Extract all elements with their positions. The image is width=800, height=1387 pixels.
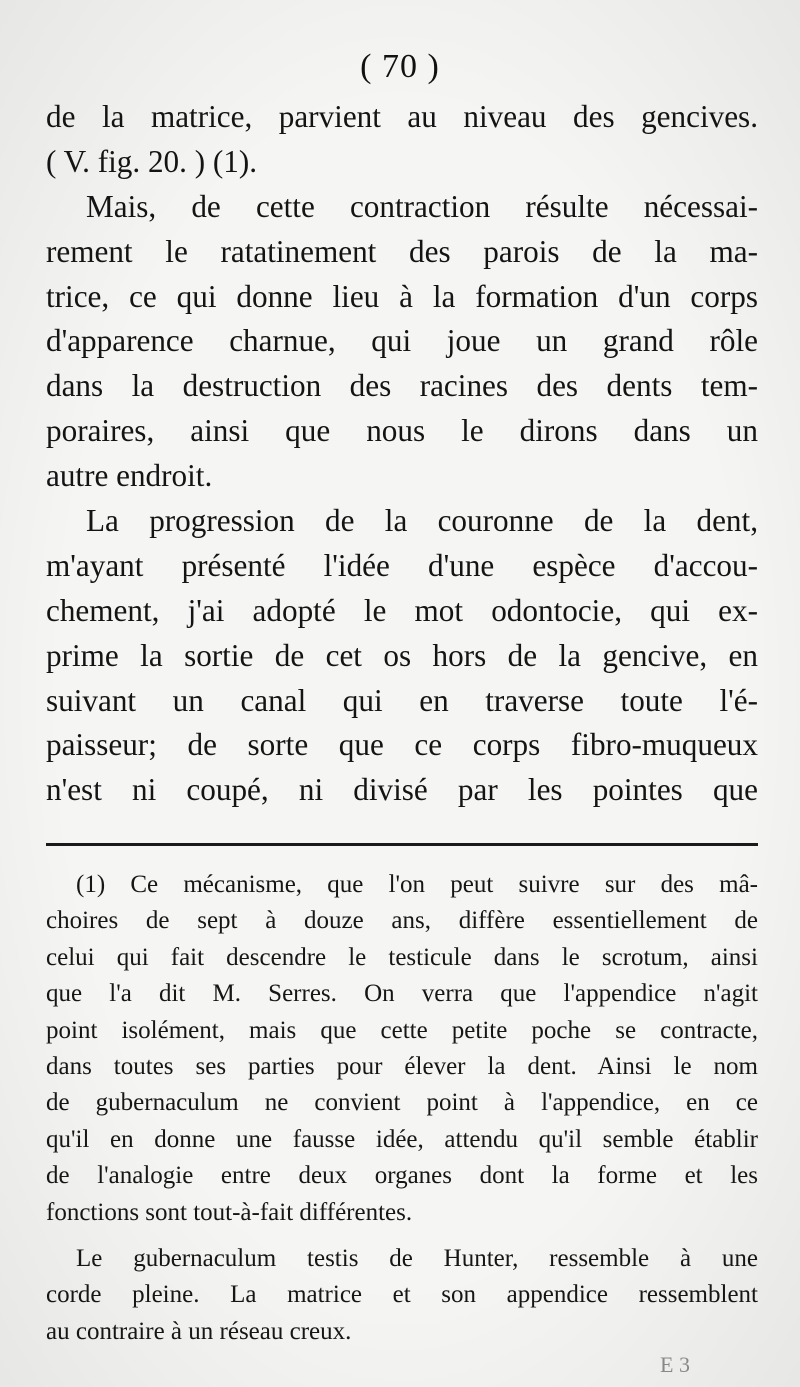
footnote-line: Le gubernaculum testis de Hunter, ressemble à une — [76, 1244, 758, 1272]
footnote-line: que l'a dit M. Serres. On verra que l'appendice n'agit — [46, 980, 758, 1008]
text-line: chement, j'ai adopté le mot odontocie, qui ex- — [46, 592, 758, 628]
signature-mark: E 3 — [660, 1352, 690, 1377]
footnote-line: dans toutes ses parties pour élever la dent. Ainsi le nom — [46, 1052, 758, 1080]
text-line: ( V. fig. 20. ) (1). — [46, 143, 258, 179]
text-line: prime la sortie de cet os hors de la gencive, en — [46, 637, 758, 673]
footnote-line: de gubernaculum ne convient point à l'appendice, en ce — [46, 1089, 758, 1117]
footnote-line: celui qui fait descendre le testicule dans le scrotum, ainsi — [46, 943, 758, 971]
text-line: poraires, ainsi que nous le dirons dans un — [46, 413, 758, 449]
text-line: dans la destruction des racines des dents tem- — [46, 368, 758, 404]
text-line: suivant un canal qui en traverse toute l'é- — [46, 682, 758, 718]
footnote-line: choires de sept à douze ans, diffère essentiellement de — [46, 907, 758, 935]
text-line: m'ayant présenté l'idée d'une espèce d'accou- — [46, 547, 758, 583]
footnote-line: qu'il en donne une fausse idée, attendu qu'il semble établir — [46, 1125, 758, 1153]
text-line: Mais, de cette contraction résulte nécessai- — [86, 188, 758, 224]
footnote-line: au contraire à un réseau creux. — [46, 1317, 352, 1345]
text-line: de la matrice, parvient au niveau des gencives. — [46, 99, 758, 134]
text-line: n'est ni coupé, ni divisé par les pointes que — [46, 772, 758, 808]
main-text — [46, 95, 758, 813]
footnote-block — [46, 867, 758, 1350]
footnote-line: de l'analogie entre deux organes dont la forme et les — [46, 1162, 758, 1190]
footnote-line: (1) Ce mécanisme, que l'on peut suivre sur des mâ- — [76, 871, 758, 898]
text-line: paisseur; de sorte que ce corps fibro-muqueux — [46, 727, 758, 763]
text-line: La progression de la couronne de la dent, — [86, 503, 758, 539]
text-line: trice, ce qui donne lieu à la formation d'un corps — [46, 278, 758, 314]
page-number: ( 70 ) — [360, 48, 440, 85]
footnote-line: corde pleine. La matrice et son appendice ressemblent — [46, 1281, 758, 1309]
text-line: d'apparence charnue, qui joue un grand rôle — [46, 323, 758, 359]
footnote-line: point isolément, mais que cette petite poche se contracte, — [46, 1016, 758, 1044]
text-line: autre endroit. — [46, 458, 213, 494]
text-line: rement le ratatinement des parois de la ma- — [46, 233, 758, 269]
footnote-divider — [46, 843, 758, 846]
footnote-line: fonctions sont tout-à-fait différentes. — [46, 1198, 413, 1226]
